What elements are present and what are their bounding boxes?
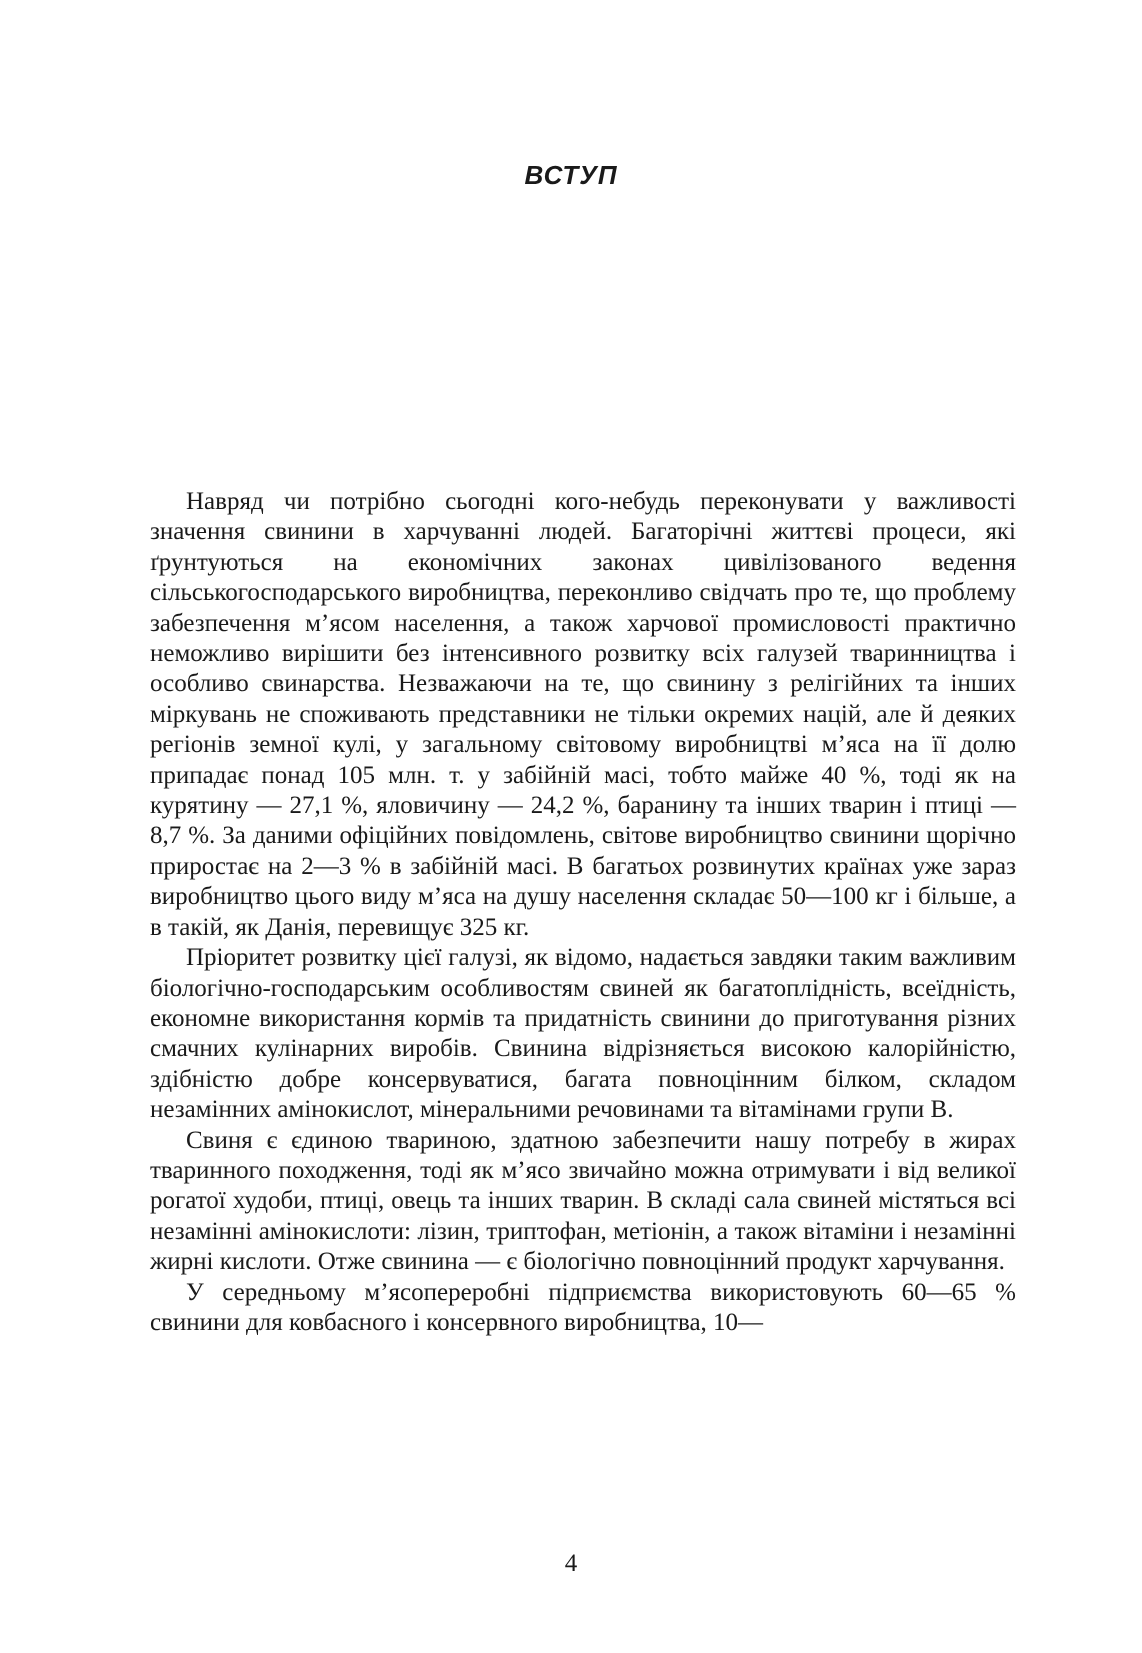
paragraph: У середньому м’ясопереробні підприємства використовують 60—65 % свинини для ковбасного і консервного виробництва, 10— [150,1278,1016,1336]
body-text [150,487,1016,1338]
paragraph: Свиня є єдиною твариною, здатною забезпечити нашу потребу в жирах тваринного походження, тоді як м’ясо звичайно можна отримувати і від великої рогатої худоби, птиці, овець та інших тварин. В складі сала свиней містяться всі незамінні амінокислоти: лізин, триптофан, метіонін, а також вітаміни і незамінні жирні кислоти. Отже свинина — є біологічно повноцінний продукт харчування. [150,1126,1016,1276]
page-number: 4 [564,1550,578,1577]
page-title: ВСТУП [524,160,618,190]
paragraph: Пріоритет розвитку цієї галузі, як відомо, надається завдяки таким важливим біологічно-господарським особливостям свиней як багатоплідність, всеїдність, економне використання кормів та придатність свинини до приготування різних смачних кулінарних виробів. Свинина відрізняється високою калорійністю, здібністю добре консервуватися, багата повноцінним білком, складом незамінних амінокислот, мінеральними речовинами та вітамінами групи В. [150,944,1016,1124]
paragraph: Навряд чи потрібно сьогодні кого-небудь переконувати у важливості значення свинини в харчуванні людей. Багаторічні життєві процеси, які ґрунтуються на економічних законах цивілізованого ведення сільськогосподарського виробництва, переконливо свідчать про те, що проблему забезпечення м’ясом населення, а також харчової промисловості практично неможливо вирішити без інтенсивного розвитку всіх галузей тваринництва і особливо свинарства. Незважаючи на те, що свинину з релігійних та інших міркувань не споживають представники не тільки окремих націй, але й деяких регіонів земної кулі, у загальному світовому виробництві м’яса на її долю припадає понад 105 млн. т. у забійній масі, тобто майже 40 %, тоді як на курятину — 27,1 %, яловичину — 24,2 %, баранину та інших тварин і птиці — 8,7 %. За даними офіційних повідомлень, світове виробництво свинини щорічно приростає на 2—3 % в забійній масі. В багатьох розвинутих країнах уже зараз виробництво цього виду м’яса на душу населення складає 50—100 кг і більше, а в такій, як Данія, перевищує 325 кг. [150,488,1016,941]
